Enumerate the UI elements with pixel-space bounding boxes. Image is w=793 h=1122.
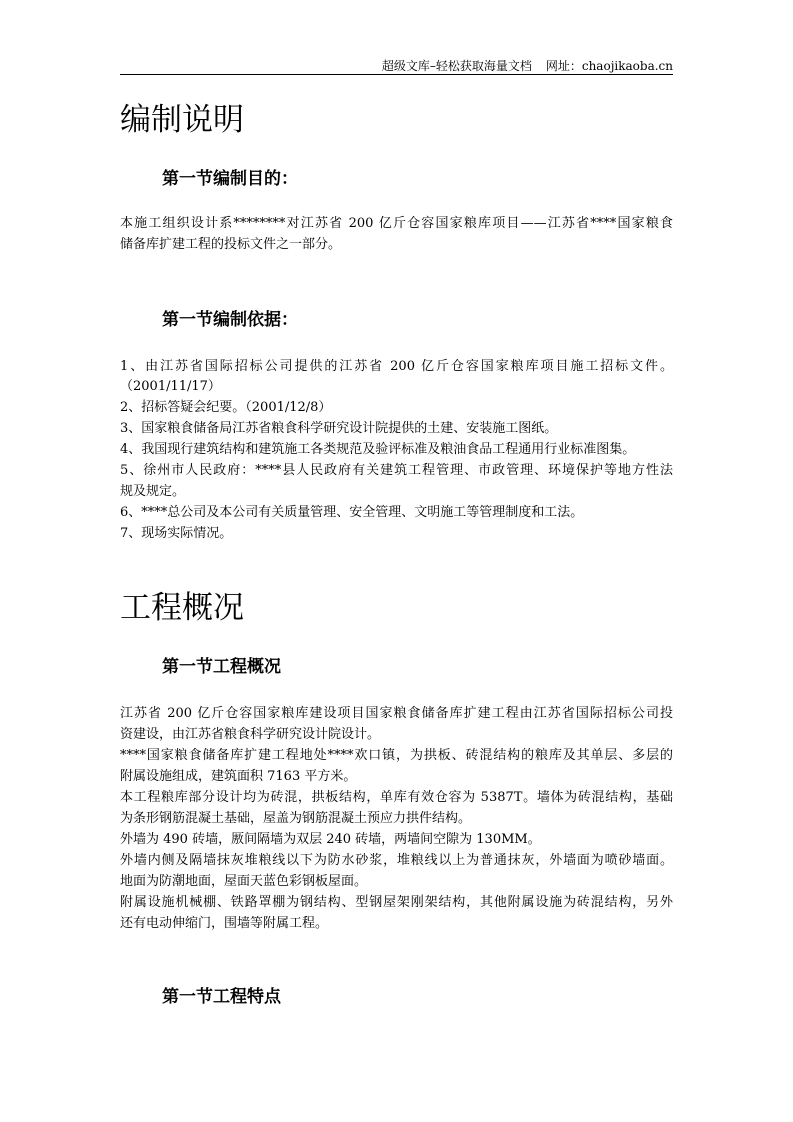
paragraph-line: 外墙为 490 砖墙，厫间隔墙为双层 240 砖墙，两墙间空隙为 130MM。: [120, 832, 541, 847]
paragraph-line: 江苏省 200 亿斤仓容国家粮库建设项目国家粮食储备库扩建工程由江苏省国际招标公司投: [120, 706, 673, 721]
list-item: 3、国家粮食储备局江苏省粮食科学研究设计院提供的土建、安装施工图纸。: [120, 421, 558, 436]
paragraph-line: 附属设施机械棚、铁路罩棚为钢结构、型钢屋架刚架结构，其他附属设施为砖混结构，另外: [120, 895, 673, 910]
list-item: 4、我国现行建筑结构和建筑施工各类规范及验评标准及粮油食品工程通用行业标准图集。: [120, 442, 636, 457]
heading-overview: 第一节工程概况: [162, 657, 281, 677]
paragraph-line: 还有电动伸缩门，围墙等附属工程。: [120, 916, 329, 931]
paragraph-line: 本施工组织设计系********对江苏省 200 亿斤仓容国家粮库项目——江苏省****国家粮食: [120, 216, 673, 231]
paragraph-line: 为条形钢筋混凝土基础，屋盖为钢筋混凝土预应力拱件结构。: [120, 811, 472, 826]
list-item: 规及规定。: [120, 484, 186, 499]
list-item: 2、招标答疑会纪要。（2001/12/8）: [120, 400, 332, 415]
paragraph-line: 地面为防潮地面，屋面天蓝色彩钢板屋面。: [120, 874, 368, 889]
header-rule: [120, 74, 673, 75]
paragraph-line: 本工程粮库部分设计均为砖混，拱板结构，单库有效仓容为 5387T。墙体为砖混结构，基础: [120, 790, 673, 805]
paragraph-line: 储备库扩建工程的投标文件之一部分。: [120, 237, 342, 252]
heading-purpose: 第一节编制目的：: [162, 169, 298, 189]
paragraph-line: 外墙内侧及隔墙抹灰堆粮线以下为防水砂浆，堆粮线以上为普通抹灰，外墙面为喷砂墙面。: [120, 853, 673, 868]
list-item: 6、****总公司及本公司有关质量管理、安全管理、文明施工等管理制度和工法。: [120, 505, 584, 520]
page-header: [368, 57, 673, 74]
list-item: （2001/11/17）: [120, 379, 221, 394]
paragraph-line: ****国家粮食储备库扩建工程地处****欢口镇，为拱板、砖混结构的粮库及其单层、多层的: [120, 748, 673, 763]
section-title-compilation: 编制说明: [120, 102, 244, 138]
paragraph-line: 附属设施组成，建筑面积 7163 平方米。: [120, 769, 357, 784]
section-title-overview: 工程概况: [120, 590, 244, 626]
paragraph-line: 资建设，由江苏省粮食科学研究设计院设计。: [120, 727, 381, 742]
heading-basis: 第一节编制依据：: [162, 310, 298, 330]
header-site-name: 超级文库–轻松获取海量文档: [381, 59, 532, 73]
list-item: 7、现场实际情况。: [120, 526, 233, 541]
list-item: 5、徐州市人民政府：****县人民政府有关建筑工程管理、市政管理、环境保护等地方性法: [120, 463, 673, 478]
list-item: 1、由江苏省国际招标公司提供的江苏省 200 亿斤仓容国家粮库项目施工招标文件。: [120, 359, 673, 374]
heading-features: 第一节工程特点: [162, 987, 281, 1007]
header-url: 网址：chaojikaoba.cn: [545, 59, 673, 73]
